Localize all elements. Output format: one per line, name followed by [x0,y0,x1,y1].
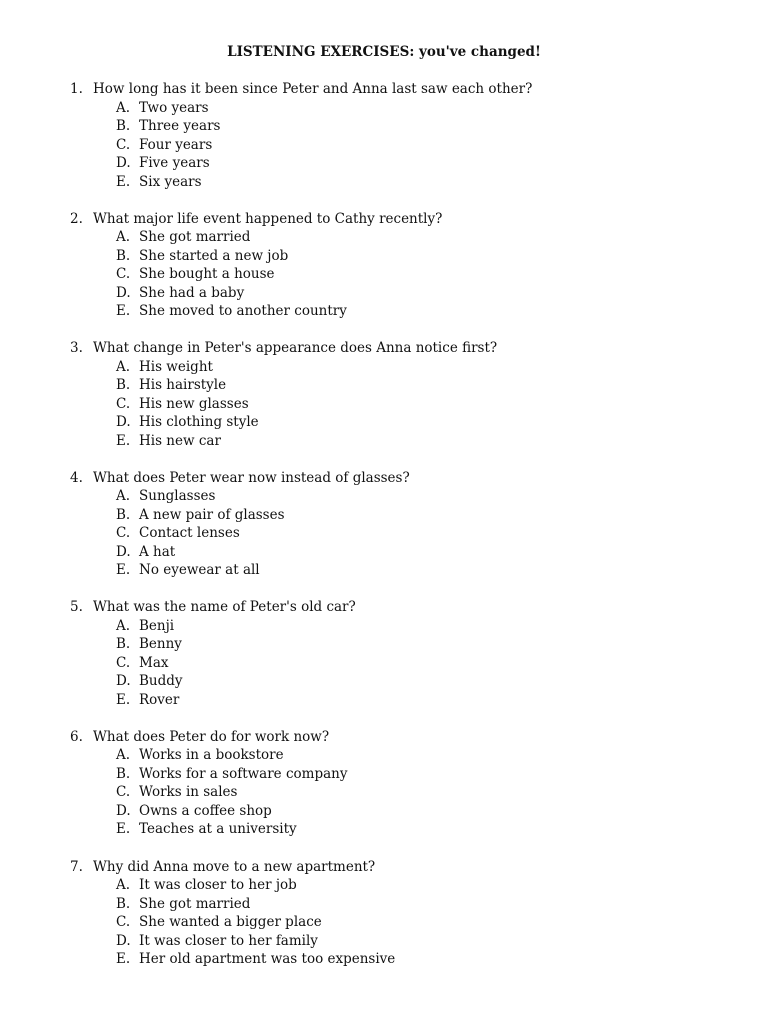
question-row [0,469,768,488]
option-text: Works in a bookstore [139,747,284,764]
option-letter: A. [116,358,131,375]
option-letter: A. [116,747,131,764]
option-letter: E. [116,562,131,579]
option-text: It was closer to her family [139,932,318,949]
option-letter: E. [116,691,131,708]
option-letter: D. [116,155,131,171]
option-text: Six years [139,173,202,190]
option-letter: D. [116,543,131,560]
option-row [0,950,768,969]
option-text: She had a baby [139,284,245,301]
option-row [0,783,768,802]
page-title: LISTENING EXERCISES: you've changed! [227,44,541,60]
question-text: What change in Peter's appearance does Anna notice first? [93,340,498,357]
question-text: What was the name of Peter's old car? [93,599,356,616]
option-letter: B. [116,247,131,264]
option-text: Benji [139,617,175,634]
question-5 [0,598,768,709]
option-row [0,617,768,636]
option-text: His new car [139,432,221,449]
question-row [0,80,768,99]
option-row [0,802,768,821]
question-row [0,210,768,229]
option-text: Buddy [139,673,183,690]
option-letter: B. [116,765,131,782]
option-letter: E. [116,821,131,838]
option-letter: C. [116,395,131,412]
option-text: Four years [139,136,213,153]
option-row [0,358,768,377]
option-letter: C. [116,784,131,801]
question-1 [0,80,768,191]
question-number: 4. [70,469,83,486]
question-7 [0,858,768,969]
option-letter: B. [116,377,131,394]
option-row [0,376,768,395]
option-row [0,228,768,247]
option-text: Contact lenses [139,525,240,542]
option-text: No eyewear at all [139,562,260,579]
question-row [0,598,768,617]
option-row [0,895,768,914]
option-letter: E. [116,303,131,320]
option-letter: B. [116,636,131,653]
option-row [0,543,768,562]
option-text: Three years [139,118,221,134]
option-row [0,154,768,173]
option-letter: C. [116,914,131,931]
option-row [0,691,768,710]
question-text: What does Peter do for work now? [93,728,330,745]
option-text: She bought a house [139,266,275,283]
option-text: His new glasses [139,395,249,412]
option-row [0,506,768,525]
option-row [0,487,768,506]
option-letter: B. [116,118,131,134]
option-row [0,99,768,118]
option-letter: C. [116,266,131,283]
option-row [0,247,768,266]
option-text: A hat [139,543,176,560]
option-row [0,395,768,414]
question-number: 6. [70,728,83,745]
option-row [0,635,768,654]
option-row [0,524,768,543]
question-text: What major life event happened to Cathy recently? [93,210,443,227]
option-row [0,561,768,580]
option-letter: C. [116,654,131,671]
option-row [0,913,768,932]
option-row [0,820,768,839]
option-text: Teaches at a university [139,821,297,838]
option-row [0,746,768,765]
option-text: She wanted a bigger place [139,914,322,931]
question-text: Why did Anna move to a new apartment? [93,858,376,875]
question-6 [0,728,768,839]
option-letter: D. [116,802,131,819]
question-number: 3. [70,340,83,357]
option-letter: E. [116,173,131,190]
option-text: Works for a software company [139,765,348,782]
question-2 [0,210,768,321]
option-letter: D. [116,284,131,301]
question-list [0,80,768,987]
question-number: 7. [70,858,83,875]
question-3 [0,339,768,450]
option-text: She started a new job [139,247,289,264]
option-row [0,654,768,673]
option-row [0,265,768,284]
option-text: She got married [139,895,251,912]
option-letter: D. [116,414,131,431]
option-row [0,173,768,192]
option-row [0,765,768,784]
option-row [0,672,768,691]
question-row [0,728,768,747]
option-text: Five years [139,155,210,171]
option-row [0,413,768,432]
option-text: It was closer to her job [139,877,297,894]
option-row [0,136,768,155]
option-letter: A. [116,229,131,246]
option-letter: D. [116,673,131,690]
option-row [0,432,768,451]
option-letter: E. [116,432,131,449]
option-letter: B. [116,895,131,912]
option-row [0,932,768,951]
option-text: His clothing style [139,414,259,431]
question-text: What does Peter wear now instead of glasses? [93,469,410,486]
option-text: She got married [139,229,251,246]
option-letter: A. [116,488,131,505]
question-number: 1. [70,81,83,97]
option-text: A new pair of glasses [139,506,285,523]
option-row [0,876,768,895]
option-text: His weight [139,358,213,375]
option-letter: B. [116,506,131,523]
option-row [0,284,768,303]
option-text: Benny [139,636,182,653]
question-4 [0,469,768,580]
question-row [0,858,768,877]
option-row [0,117,768,136]
option-letter: D. [116,932,131,949]
option-letter: C. [116,136,131,153]
option-letter: A. [116,877,131,894]
option-text: Two years [139,99,209,116]
question-text: How long has it been since Peter and Anna last saw each other? [93,81,533,97]
option-text: His hairstyle [139,377,227,394]
option-text: Max [139,654,169,671]
question-number: 5. [70,599,83,616]
option-text: Her old apartment was too expensive [139,951,396,968]
option-letter: A. [116,617,131,634]
option-text: Owns a coffee shop [139,802,272,819]
question-row [0,339,768,358]
option-text: Sunglasses [139,488,216,505]
option-letter: C. [116,525,131,542]
option-letter: A. [116,99,131,116]
option-row [0,302,768,321]
option-text: Works in sales [139,784,238,801]
option-text: She moved to another country [139,303,347,320]
option-letter: E. [116,951,131,968]
option-text: Rover [139,691,180,708]
question-number: 2. [70,210,83,227]
